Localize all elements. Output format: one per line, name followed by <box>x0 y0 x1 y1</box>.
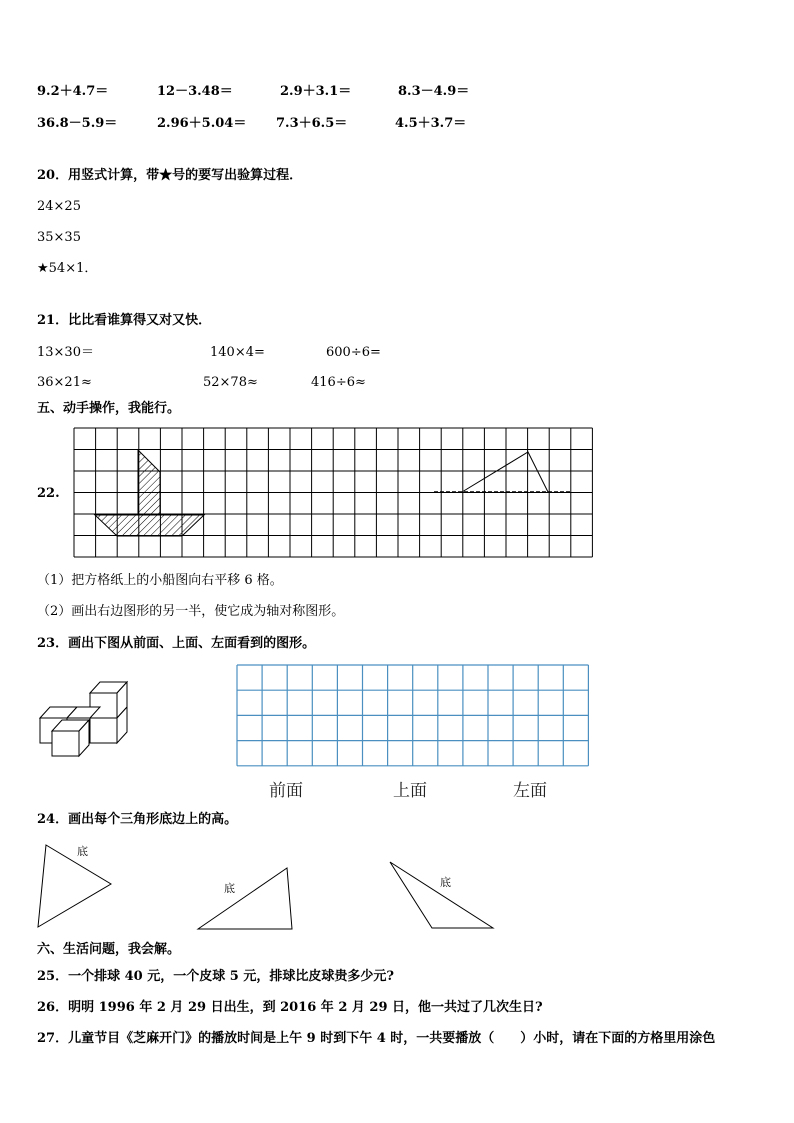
calc-item: 36×21≈ <box>37 375 92 390</box>
calc-item: 35×35 <box>37 230 81 245</box>
question-20-title: 20．用竖式计算，带★号的要写出验算过程． <box>37 168 303 183</box>
section-6-title: 六、生活问题，我会解。 <box>37 942 181 957</box>
calc-item: 24×25 <box>37 199 81 214</box>
question-24-title: 24．画出每个三角形底边上的高。 <box>37 812 238 827</box>
question-22-number: 22. <box>37 486 60 501</box>
section-5-title: 五、动手操作，我能行。 <box>37 401 181 416</box>
triangle-3 <box>390 862 493 928</box>
calc-item: 12－3.48＝ <box>157 84 233 99</box>
view-label-top: 上面 <box>393 781 427 801</box>
calc-item: 416÷6≈ <box>311 375 366 390</box>
calc-item: 7.3＋6.5＝ <box>276 116 348 131</box>
question-26: 26．明明 1996 年 2 月 29 日出生，到 2016 年 2 月 29 日，他一共过了几次生日? <box>37 1000 543 1015</box>
base-label: 底 <box>440 876 451 889</box>
base-label: 底 <box>224 882 235 895</box>
calc-item: 8.3－4.9＝ <box>398 84 470 99</box>
question-23-title: 23．画出下图从前面、上面、左面看到的图形。 <box>37 636 316 651</box>
calc-item: ★54×1． <box>37 261 98 276</box>
calc-item: 2.96＋5.04＝ <box>157 116 247 131</box>
view-label-front: 前面 <box>269 781 303 801</box>
question-25: 25．一个排球 40 元，一个皮球 5 元，排球比皮球贵多少元? <box>37 969 394 984</box>
calc-item: 4.5＋3.7＝ <box>395 116 467 131</box>
calc-item: 140×4= <box>210 345 265 360</box>
view-label-left: 左面 <box>513 781 547 801</box>
question-22-sub2: （2）画出右边图形的另一半，使它成为轴对称图形。 <box>37 604 345 619</box>
calc-item: 2.9＋3.1＝ <box>280 84 352 99</box>
triangle-2 <box>198 868 292 929</box>
calc-item: 36.8－5.9＝ <box>37 116 118 131</box>
question-22-sub1: （1）把方格纸上的小船图向右平移 6 格。 <box>37 573 283 588</box>
calc-item: 9.2＋4.7＝ <box>37 84 109 99</box>
calc-item: 52×78≈ <box>203 375 258 390</box>
question-27: 27．儿童节目《芝麻开门》的播放时间是上午 9 时到下午 4 时，一共要播放（ ）小时，请在下面的方格里用涂色 <box>37 1031 716 1046</box>
question-21-title: 21．比比看谁算得又对又快． <box>37 313 212 328</box>
base-label: 底 <box>77 845 88 858</box>
calc-item: 13×30＝ <box>37 345 94 360</box>
triangle-1 <box>38 845 111 927</box>
calc-item: 600÷6= <box>326 345 381 360</box>
